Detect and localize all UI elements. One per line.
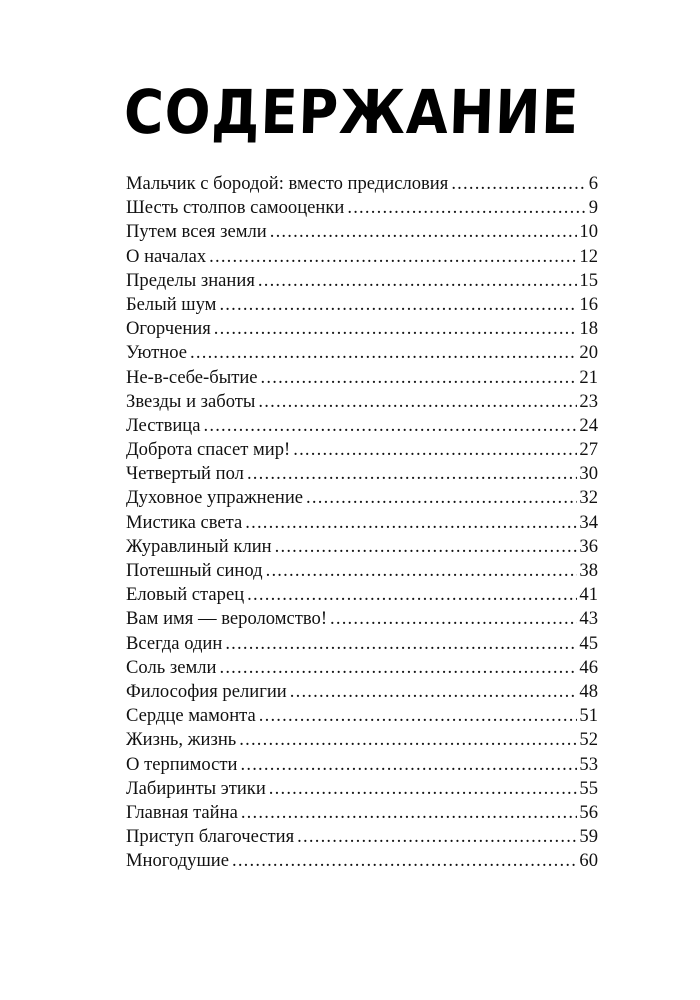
toc-entry-page: 32 bbox=[579, 487, 598, 509]
toc-entry bbox=[126, 196, 598, 220]
toc-entry-page: 23 bbox=[579, 390, 598, 412]
toc-entry-page: 56 bbox=[579, 801, 598, 823]
toc-leader-dots bbox=[451, 172, 586, 196]
toc-entry-page: 10 bbox=[579, 221, 598, 243]
toc-entry-page: 55 bbox=[579, 777, 598, 799]
toc-leader-dots bbox=[330, 607, 577, 631]
toc-leader-dots bbox=[245, 511, 577, 535]
toc-entry-title: Приступ благочестия bbox=[126, 826, 295, 848]
toc-entry-page: 48 bbox=[579, 680, 598, 702]
toc-entry bbox=[126, 414, 598, 438]
toc-entry-page: 12 bbox=[579, 245, 598, 267]
toc-entry-title: Всегда один bbox=[126, 632, 223, 654]
toc-entry-title: Доброта спасет мир! bbox=[126, 439, 291, 461]
toc-entry bbox=[126, 607, 598, 631]
toc-entry-page: 51 bbox=[579, 705, 598, 727]
toc-entry bbox=[126, 317, 598, 341]
toc-entry-title: Пределы знания bbox=[126, 269, 255, 291]
toc-leader-dots bbox=[190, 341, 577, 365]
toc-entry-title: Лабиринты этики bbox=[126, 777, 266, 799]
toc-entry bbox=[126, 535, 598, 559]
toc-entry-page: 34 bbox=[579, 511, 598, 533]
toc-entry bbox=[126, 366, 598, 390]
toc-entry-page: 30 bbox=[579, 463, 598, 485]
toc-entry bbox=[126, 341, 598, 365]
toc-leader-dots bbox=[239, 728, 577, 752]
toc-entry bbox=[126, 269, 598, 293]
toc-entry-title: Путем всея земли bbox=[126, 221, 267, 243]
toc-entry-title: Лествица bbox=[126, 414, 201, 436]
toc-leader-dots bbox=[209, 245, 577, 269]
toc-entry-title: Главная тайна bbox=[126, 801, 238, 823]
toc-leader-dots bbox=[270, 220, 578, 244]
toc-entry-title: Еловый старец bbox=[126, 584, 245, 606]
toc-leader-dots bbox=[241, 801, 578, 825]
toc-leader-dots bbox=[232, 849, 577, 873]
toc-leader-dots bbox=[219, 656, 577, 680]
toc-leader-dots bbox=[261, 366, 578, 390]
toc-entry-title: Вам имя — вероломство! bbox=[126, 608, 328, 630]
toc-leader-dots bbox=[290, 680, 578, 704]
toc-entry-title: Мальчик с бородой: вместо предисловия bbox=[126, 173, 449, 194]
toc-entry-page: 43 bbox=[579, 608, 598, 630]
toc-entry-page: 36 bbox=[579, 535, 598, 557]
toc-leader-dots bbox=[306, 486, 577, 510]
toc-entry-title: Шесть столпов самооценки bbox=[126, 197, 345, 219]
toc-entry bbox=[126, 438, 598, 462]
toc-entry-title: Сердце мамонта bbox=[126, 705, 256, 727]
toc-entry bbox=[126, 680, 598, 704]
toc-entry-title: Мистика света bbox=[126, 511, 243, 533]
toc-entry-title: Многодушие bbox=[126, 850, 229, 872]
toc-entry-page: 53 bbox=[579, 753, 598, 775]
toc-entry-page: 15 bbox=[579, 269, 598, 291]
toc-entry-page: 6 bbox=[588, 173, 598, 194]
toc-entry bbox=[126, 753, 598, 777]
toc-entry bbox=[126, 632, 598, 656]
toc-leader-dots bbox=[219, 293, 577, 317]
toc-entry-page: 52 bbox=[579, 729, 598, 751]
toc-entry-page: 41 bbox=[579, 584, 598, 606]
toc-entry bbox=[126, 293, 598, 317]
toc-entry-title: Жизнь, жизнь bbox=[126, 729, 237, 751]
toc-leader-dots bbox=[347, 196, 586, 220]
toc-leader-dots bbox=[204, 414, 578, 438]
toc-entry bbox=[126, 172, 598, 196]
toc-leader-dots bbox=[225, 632, 577, 656]
toc-entry-title: Философия религии bbox=[126, 680, 287, 702]
toc-entry-title: Духовное упражнение bbox=[126, 487, 304, 509]
toc-entry bbox=[126, 849, 598, 873]
toc-leader-dots bbox=[247, 583, 577, 607]
toc-entry bbox=[126, 559, 598, 583]
toc-entry bbox=[126, 462, 598, 486]
toc-entry bbox=[126, 801, 598, 825]
toc-entry bbox=[126, 728, 598, 752]
toc-entry bbox=[126, 583, 598, 607]
toc-entry bbox=[126, 704, 598, 728]
toc-leader-dots bbox=[293, 438, 577, 462]
table-of-contents bbox=[126, 172, 598, 873]
toc-entry-title: Не-в-себе-бытие bbox=[126, 366, 258, 388]
toc-leader-dots bbox=[275, 535, 578, 559]
toc-entry-page: 18 bbox=[579, 318, 598, 340]
toc-entry-title: Журавлиный клин bbox=[126, 535, 272, 557]
toc-entry bbox=[126, 656, 598, 680]
toc-entry-page: 60 bbox=[579, 850, 598, 872]
toc-entry-title: Огорчения bbox=[126, 318, 211, 340]
toc-entry-page: 16 bbox=[579, 293, 598, 315]
toc-leader-dots bbox=[241, 753, 578, 777]
toc-leader-dots bbox=[258, 390, 577, 414]
toc-leader-dots bbox=[269, 777, 578, 801]
toc-entry-page: 9 bbox=[588, 197, 598, 219]
toc-entry-page: 46 bbox=[579, 656, 598, 678]
toc-leader-dots bbox=[247, 462, 577, 486]
toc-leader-dots bbox=[214, 317, 578, 341]
toc-entry-page: 38 bbox=[579, 560, 598, 581]
toc-entry bbox=[126, 825, 598, 849]
toc-entry-title: Потешный синод bbox=[126, 560, 263, 581]
toc-entry bbox=[126, 245, 598, 269]
toc-entry-title: Белый шум bbox=[126, 293, 217, 315]
toc-entry-page: 27 bbox=[579, 439, 598, 461]
toc-entry bbox=[126, 511, 598, 535]
toc-leader-dots bbox=[258, 269, 578, 293]
toc-entry-title: Соль земли bbox=[126, 656, 217, 678]
toc-entry bbox=[126, 777, 598, 801]
toc-leader-dots bbox=[259, 704, 578, 728]
toc-entry-title: О началах bbox=[126, 245, 207, 267]
toc-entry bbox=[126, 390, 598, 414]
toc-entry-page: 45 bbox=[579, 632, 598, 654]
toc-entry-page: 59 bbox=[579, 826, 598, 848]
toc-leader-dots bbox=[297, 825, 577, 849]
toc-entry bbox=[126, 486, 598, 510]
toc-leader-dots bbox=[266, 559, 578, 583]
toc-entry-title: Четвертый пол bbox=[126, 463, 244, 485]
page-title: СОДЕРЖАНИЕ bbox=[122, 77, 581, 148]
toc-entry-title: Уютное bbox=[126, 342, 188, 364]
toc-entry-page: 21 bbox=[579, 366, 598, 388]
toc-entry bbox=[126, 220, 598, 244]
toc-entry-title: О терпимости bbox=[126, 753, 238, 775]
toc-entry-page: 24 bbox=[579, 414, 598, 436]
toc-entry-title: Звезды и заботы bbox=[126, 390, 256, 412]
toc-entry-page: 20 bbox=[579, 342, 598, 364]
